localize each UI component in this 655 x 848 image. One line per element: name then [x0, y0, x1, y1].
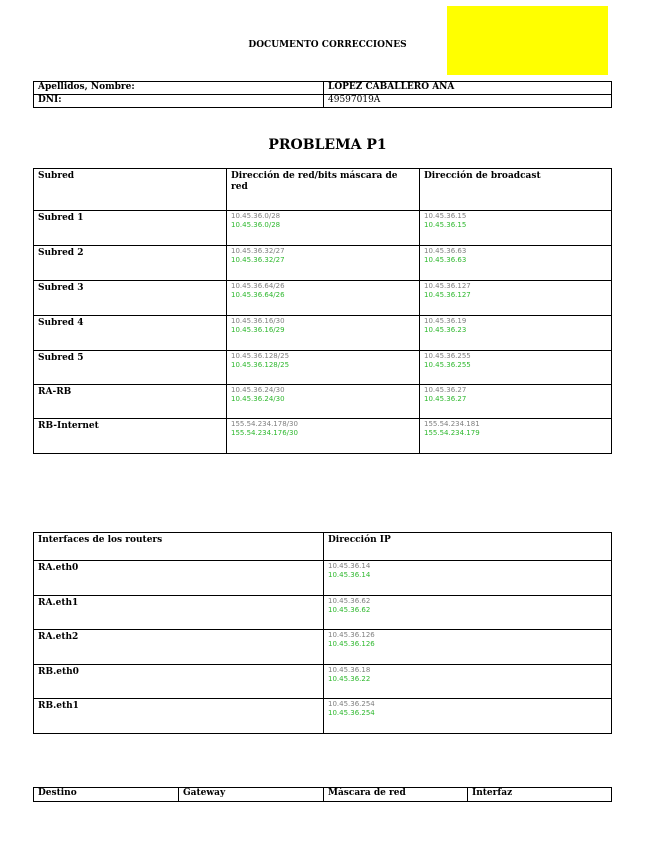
network-original: 155.54.234.178/30 — [231, 420, 298, 428]
network-original: 10.45.36.0/28 — [231, 212, 281, 220]
header-interface: Interfaz — [468, 788, 612, 802]
header-interfaces: Interfaces de los routers — [34, 533, 324, 561]
ip-cell — [324, 665, 612, 699]
network-original: 10.45.36.32/27 — [231, 247, 285, 255]
table-row — [34, 211, 612, 246]
header-ip-address: Dirección IP — [324, 533, 612, 561]
name-label: Apellidos, Nombre: — [34, 82, 324, 95]
ip-original: 10.45.36.18 — [328, 666, 371, 674]
broadcast-corrected: 10.45.36.127 — [424, 291, 471, 299]
subnet-name: RB-Internet — [34, 419, 227, 454]
broadcast-cell — [420, 246, 612, 281]
header-netmask: Máscara de red — [324, 788, 468, 802]
ip-original: 10.45.36.254 — [328, 700, 375, 708]
table-row — [34, 385, 612, 419]
table-row — [34, 281, 612, 316]
network-original: 10.45.36.24/30 — [231, 386, 285, 394]
dni-value: 49597019A — [324, 95, 612, 108]
table-row — [34, 316, 612, 351]
broadcast-corrected: 10.45.36.255 — [424, 361, 471, 369]
network-cell — [227, 316, 420, 351]
interface-name: RA.eth1 — [34, 596, 324, 630]
header-gateway: Gateway — [179, 788, 324, 802]
header-network-address: Dirección de red/bits máscara de red — [227, 169, 420, 211]
interface-name: RA.eth0 — [34, 561, 324, 596]
broadcast-cell — [420, 419, 612, 454]
subnet-name: Subred 3 — [34, 281, 227, 316]
network-cell — [227, 246, 420, 281]
ip-corrected: 10.45.36.254 — [328, 709, 375, 717]
ip-corrected: 10.45.36.14 — [328, 571, 371, 579]
subnet-name: Subred 2 — [34, 246, 227, 281]
subnet-name: Subred 1 — [34, 211, 227, 246]
network-corrected: 10.45.36.32/27 — [231, 256, 285, 264]
student-info-table — [33, 81, 612, 108]
network-cell — [227, 385, 420, 419]
network-cell — [227, 281, 420, 316]
document-title: DOCUMENTO CORRECCIONES — [248, 40, 407, 50]
broadcast-original: 10.45.36.255 — [424, 352, 471, 360]
ip-original: 10.45.36.126 — [328, 631, 375, 639]
broadcast-corrected: 155.54.234.179 — [424, 429, 480, 437]
ip-original: 10.45.36.14 — [328, 562, 371, 570]
broadcast-cell — [420, 351, 612, 385]
broadcast-original: 10.45.36.19 — [424, 317, 467, 325]
subnets-header-row — [34, 169, 612, 211]
broadcast-original: 10.45.36.27 — [424, 386, 467, 394]
broadcast-cell — [420, 281, 612, 316]
table-row — [34, 419, 612, 454]
network-corrected: 10.45.36.64/26 — [231, 291, 285, 299]
subnet-name: Subred 5 — [34, 351, 227, 385]
subnet-name: RA-RB — [34, 385, 227, 419]
broadcast-corrected: 10.45.36.15 — [424, 221, 467, 229]
routing-table — [33, 787, 612, 802]
broadcast-corrected: 10.45.36.23 — [424, 326, 467, 334]
interface-name: RB.eth0 — [34, 665, 324, 699]
routing-header-row — [34, 788, 612, 802]
ip-corrected: 10.45.36.22 — [328, 675, 371, 683]
network-corrected: 10.45.36.0/28 — [231, 221, 281, 229]
broadcast-cell — [420, 316, 612, 351]
network-corrected: 10.45.36.24/30 — [231, 395, 285, 403]
network-corrected: 155.54.234.176/30 — [231, 429, 298, 437]
ip-corrected: 10.45.36.62 — [328, 606, 371, 614]
broadcast-corrected: 10.45.36.63 — [424, 256, 467, 264]
header-subred: Subred — [34, 169, 227, 211]
table-row — [34, 351, 612, 385]
network-cell — [227, 211, 420, 246]
ip-cell — [324, 561, 612, 596]
header-broadcast: Dirección de broadcast — [420, 169, 612, 211]
ip-cell — [324, 630, 612, 665]
table-row — [34, 699, 612, 734]
interfaces-table — [33, 532, 612, 734]
broadcast-cell — [420, 211, 612, 246]
broadcast-original: 155.54.234.181 — [424, 420, 480, 428]
broadcast-corrected: 10.45.36.27 — [424, 395, 467, 403]
broadcast-original: 10.45.36.127 — [424, 282, 471, 290]
interface-name: RB.eth1 — [34, 699, 324, 734]
interfaces-header-row — [34, 533, 612, 561]
broadcast-original: 10.45.36.63 — [424, 247, 467, 255]
network-original: 10.45.36.64/26 — [231, 282, 285, 290]
table-row — [34, 665, 612, 699]
table-row — [34, 630, 612, 665]
subnet-name: Subred 4 — [34, 316, 227, 351]
ip-corrected: 10.45.36.126 — [328, 640, 375, 648]
network-cell — [227, 419, 420, 454]
network-cell — [227, 351, 420, 385]
network-corrected: 10.45.36.16/29 — [231, 326, 285, 334]
ip-original: 10.45.36.62 — [328, 597, 371, 605]
table-row — [34, 246, 612, 281]
ip-cell — [324, 699, 612, 734]
network-original: 10.45.36.128/25 — [231, 352, 290, 360]
ip-cell — [324, 596, 612, 630]
dni-label: DNI: — [34, 95, 324, 108]
problem-title: PROBLEMA P1 — [268, 137, 387, 153]
table-row — [34, 596, 612, 630]
network-original: 10.45.36.16/30 — [231, 317, 285, 325]
network-corrected: 10.45.36.128/25 — [231, 361, 290, 369]
header-destination: Destino — [34, 788, 179, 802]
table-row — [34, 561, 612, 596]
broadcast-original: 10.45.36.15 — [424, 212, 467, 220]
name-value: LOPEZ CABALLERO ANA — [324, 82, 612, 95]
interface-name: RA.eth2 — [34, 630, 324, 665]
broadcast-cell — [420, 385, 612, 419]
subnets-table — [33, 168, 612, 454]
